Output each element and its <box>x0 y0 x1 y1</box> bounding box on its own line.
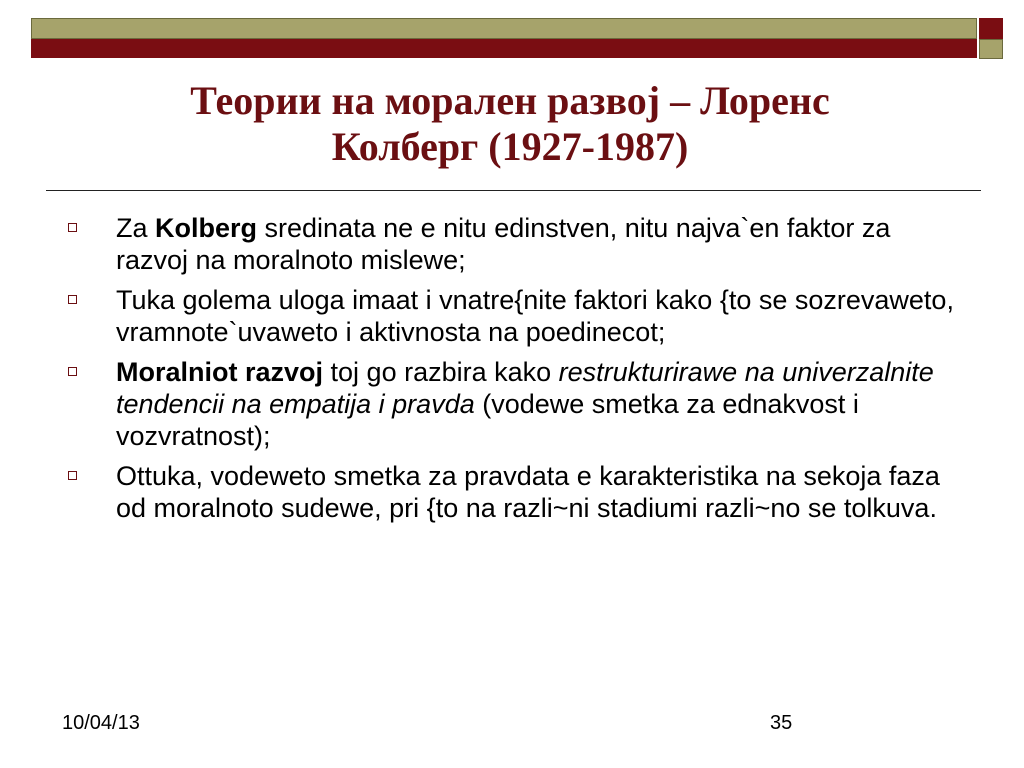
bullet-item-1 <box>66 212 966 276</box>
title-divider <box>46 190 981 191</box>
header-corner-maroon <box>979 18 1003 39</box>
slide-title-line-1: Теории на морален развој – Лоренс <box>190 78 830 123</box>
bullet-item-3 <box>66 356 966 452</box>
square-bullet-icon <box>68 223 77 232</box>
bullet-list <box>66 212 966 532</box>
square-bullet-icon <box>68 295 77 304</box>
bullet-item-2 <box>66 284 966 348</box>
footer-date: 10/04/13 <box>62 712 140 734</box>
bullet-2-text: Tuka golema uloga imaat i vnatre{nite faktori kako {to se sozrevaweto, vramnote`uvaweto i aktivnosta na poedinecot; <box>116 285 954 347</box>
bullet-1-bold: Kolberg <box>155 213 258 243</box>
header-band-olive <box>31 18 977 39</box>
bullet-4-text: Ottuka, vodeweto smetka za pravdata e karakteristika na sekoja faza od moralnoto sudewe, pri {to na razli~ni stadiumi razli~no se tolkuva. <box>116 461 940 523</box>
bullet-1-text-a: Za <box>116 213 156 243</box>
bullet-3-text-b: (vodewe smetka za ednakvost i vozvratnost); <box>116 389 859 451</box>
bullet-3-italic: restrukturirawe na univerzalnite tendencii na empatija i pravda <box>116 357 934 419</box>
bullet-3-text-a: toj go razbira kako <box>323 357 559 387</box>
square-bullet-icon <box>68 367 77 376</box>
square-bullet-icon <box>68 471 77 480</box>
bullet-item-4 <box>66 460 966 524</box>
bullet-1-text-b: sredinata ne e nitu edinstven, nitu najva`en faktor za razvoj na moralnoto mislewe; <box>116 213 891 275</box>
slide-title <box>60 78 960 170</box>
header-band-maroon <box>31 39 977 58</box>
footer-page-number: 35 <box>770 712 793 734</box>
slide-title-line-2: Колберг (1927-1987) <box>331 124 689 169</box>
header-corner-olive <box>979 39 1003 59</box>
bullet-3-bold: Moralniot razvoj <box>116 357 324 387</box>
